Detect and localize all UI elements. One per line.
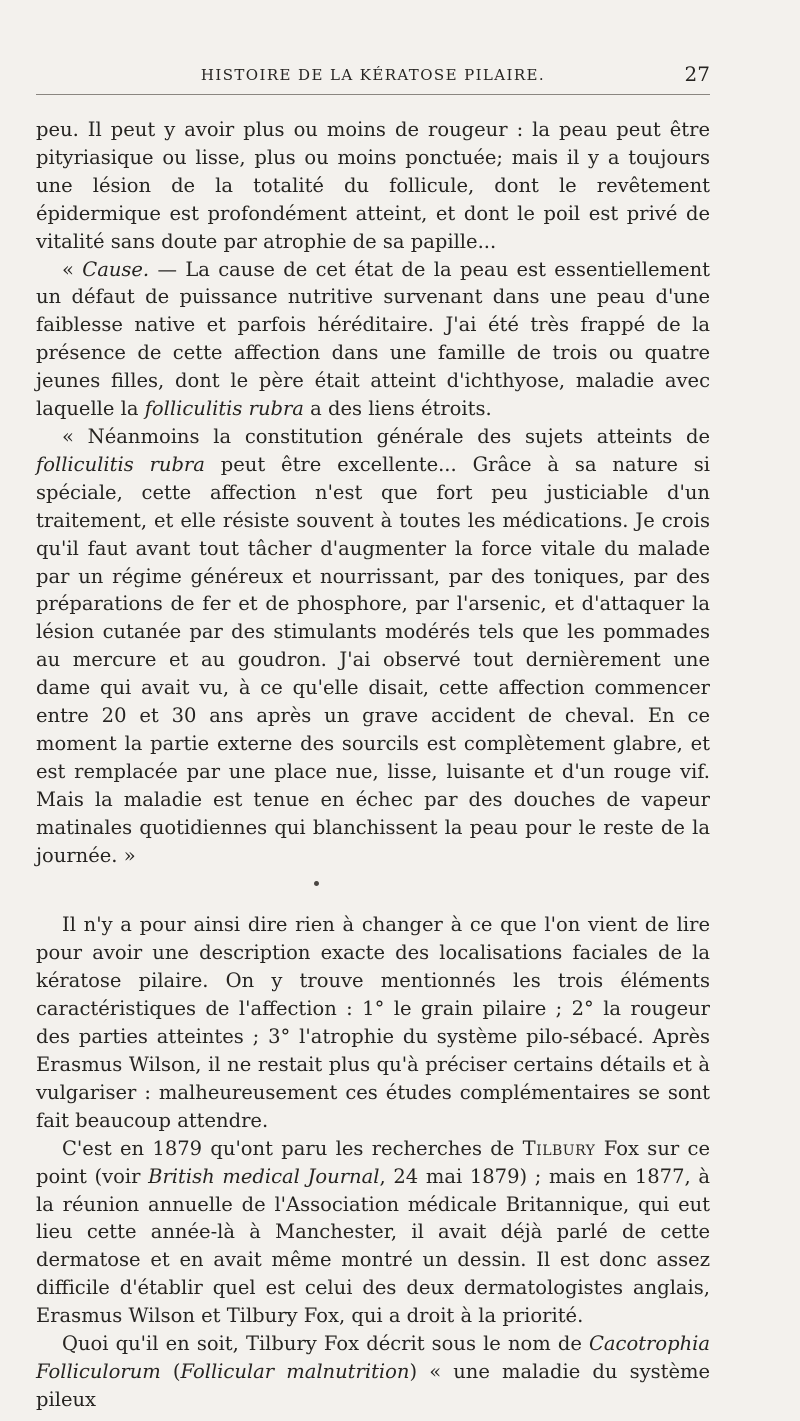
paragraph-2-text-a: — La cause de cet état de la peau est essentiellement un défaut de puissance nutritive survenant dans une peau d'une faiblesse native et parfois héréditaire. J'ai été très frappé de la présence de cette affection dans une famille de trois ou quatre jeunes filles, dont le père était atteint d'ichthyose, maladie avec laquelle la [36, 257, 710, 421]
paragraph-3-text-b: peut être excellente... Grâce à sa nature si spéciale, cette affection n'est que fort peu justiciable d'un traitement, et elle résiste souvent à toutes les médications. Je crois qu'il faut avant tout tâcher d'augmenter la force vitale du malade par un régime généreux et nourrissant, par des toniques, par des préparations de fer et de phosphore, par l'arsenic, et d'attaquer la lésion cutanée par des stimulants modérés tels que les pommades au mercure et au goudron. J'ai observé tout dernièrement une dame qui avait vu, à ce qu'elle disait, cette affection commencer entre 20 et 30 ans après un grave accident de cheval. En ce moment la partie externe des sourcils est complètement glabre, et est remplacée par une place nue, lisse, luisante et d'un rouge vif. Mais la maladie est tenue en échec par des douches de vapeur matinales quotidiennes qui blanchissent la peau pour le reste de la journée. » [36, 452, 710, 867]
paragraph-4 [36, 911, 710, 1134]
paragraph-1 [36, 116, 710, 256]
cause-heading: Cause. [82, 257, 150, 281]
quote-mark: « [62, 257, 83, 281]
body-text [36, 116, 710, 1414]
dot-ornament-icon [314, 881, 319, 886]
paragraph-6-text-c: ) « une maladie du système pileux [36, 1359, 711, 1411]
paragraph-1-text: peu. Il peut y avoir plus ou moins de rougeur : la peau peut être pityriasique ou lisse, plus ou moins ponctuée; mais il y a toujours une lésion de la totalité du follicule, dont le revêtement épidermique est profondément atteint, et dont le poil est privé de vitalité sans doute par atrophie de sa papille... [36, 118, 710, 253]
paragraph-5-text-a: C'est en 1879 qu'ont paru les recherches de [62, 1136, 523, 1160]
paragraph-3-text-a: « Néanmoins la constitution générale des sujets atteints de [62, 424, 710, 448]
paragraph-5 [36, 1135, 710, 1330]
term-follicular-malnutrition: Follicular malnutrition [180, 1359, 410, 1383]
term-folliculitis-rubra: folliculitis rubra [36, 452, 205, 476]
section-ornament [36, 869, 710, 911]
paragraph-3 [36, 423, 710, 870]
paragraph-6-text-a: Quoi qu'il en soit, Tilbury Fox décrit sous le nom de [62, 1332, 589, 1356]
page-header [36, 58, 710, 95]
author-name: Tilbury [522, 1136, 596, 1160]
paragraph-5-text-b: Fox sur ce point (voir [36, 1136, 710, 1188]
term-folliculitis-rubra: folliculitis rubra [144, 397, 304, 421]
paragraph-2 [36, 256, 710, 423]
running-title: HISTOIRE DE LA KÉRATOSE PILAIRE. [200, 66, 546, 84]
paragraph-5-text-c: , 24 mai 1879) ; mais en 1877, à la réunion annuelle de l'Association médicale Britannique, qui eut lieu cette année-là à Manchester, il avait déjà parlé de cette dermatose et en avait même montré un dessin. Il est donc assez difficile d'établir quel est celui des deux dermatologistes anglais, Erasmus Wilson et Tilbury Fox, qui a droit à la priorité. [36, 1164, 710, 1328]
paragraph-4-text: Il n'y a pour ainsi dire rien à changer à ce que l'on vient de lire pour avoir une description exacte des localisations faciales de la kératose pilaire. On y trouve mentionnés les trois éléments caractéristiques de l'affection : 1° le grain pilaire ; 2° la rougeur des parties atteintes ; 3° l'atrophie du système pilo-sébacé. Après Erasmus Wilson, il ne restait plus qu'à préciser certains détails et à vulgariser : malheureusement ces études complémentaires se sont fait beaucoup attendre. [36, 913, 710, 1132]
paragraph-2-text-b: a des liens étroits. [303, 397, 492, 421]
paragraph-6-text-b: ( [160, 1359, 181, 1383]
journal-title: British medical Journal [148, 1164, 380, 1188]
term-cacotrophia: Cacotrophia Folliculorum [36, 1332, 710, 1383]
paragraph-6 [36, 1330, 710, 1414]
page-number: 27 [684, 62, 710, 86]
